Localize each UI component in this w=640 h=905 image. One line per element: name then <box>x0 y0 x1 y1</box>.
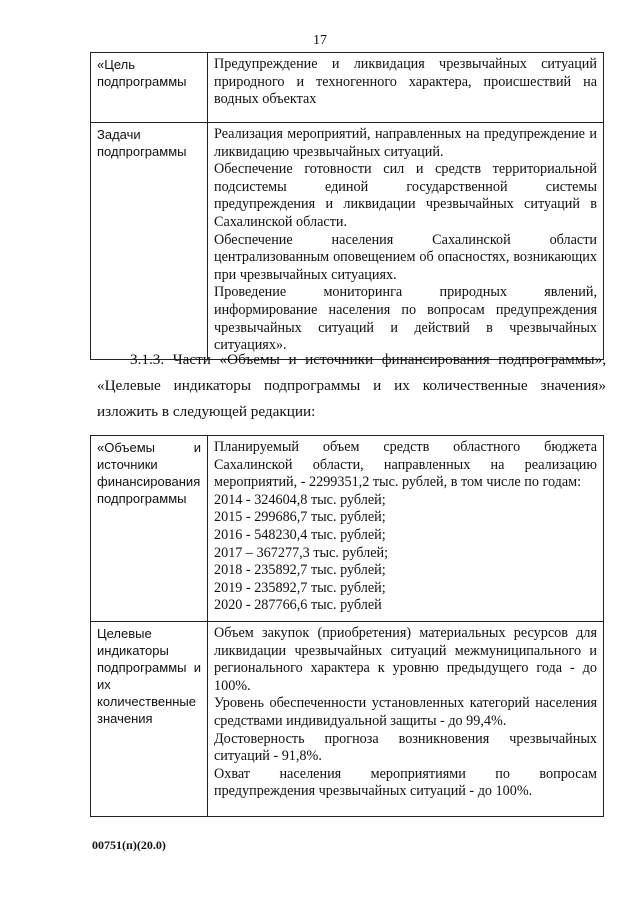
subprogram-funding-table <box>90 435 604 817</box>
row-value-tasks <box>208 123 604 360</box>
table-row <box>91 622 604 817</box>
task-item: Реализация мероприятий, направленных на предупреждение и ликвидацию чрезвычайных ситуаций. <box>214 126 597 160</box>
row-label-indicators: Целевые индикаторы подпрограммы и их количественные значения <box>91 622 208 817</box>
document-code: 00751(п)(20.0) <box>92 838 166 852</box>
funding-intro: Планируемый объем средств областного бюджета Сахалинской области, направленных на реализацию мероприятий, - 2299351,2 тыс. рублей, в том числе по годам: <box>214 439 597 491</box>
task-item: Обеспечение населения Сахалинской области централизованным оповещением об опасностях, возникающих при чрезвычайных ситуациях. <box>214 231 597 283</box>
indicator-item: Уровень обеспеченности установленных категорий населения средствами индивидуальной защиты - до 99,4%. <box>214 695 597 729</box>
funding-year-2020: 2020 - 287766,6 тыс. рублей <box>214 597 382 614</box>
table-row <box>91 123 604 360</box>
goal-text: Предупреждение и ликвидация чрезвычайных ситуаций природного и техногенного характера, происшествий на водных объектах <box>214 56 597 108</box>
indicator-item: Охват населения мероприятиями по вопросам предупреждения чрезвычайных ситуаций - до 100%. <box>214 765 597 800</box>
funding-year-2014: 2014 - 324604,8 тыс. рублей; <box>214 491 386 508</box>
row-label-goal: «Цель подпрограммы <box>91 53 208 123</box>
subprogram-goals-table <box>90 52 604 360</box>
task-item: Проведение мониторинга природных явлений, информирование населения по вопросам предупреждения чрезвычайных ситуаций и действий в чрезвычайных ситуациях». <box>214 284 597 354</box>
indicator-item: Достоверность прогноза возникновения чрезвычайных ситуаций - 91,8%. <box>214 730 597 765</box>
table-row <box>91 53 604 123</box>
funding-year-2015: 2015 - 299686,7 тыс. рублей; <box>214 509 386 526</box>
row-label-funding: «Объемы и источники финансирования подпрограммы <box>91 436 208 622</box>
row-value-funding <box>208 436 604 622</box>
table-row <box>91 436 604 622</box>
task-item: Обеспечение готовности сил и средств территориальной подсистемы единой государственной системы предупреждения и ликвидации чрезвычайных ситуаций в Сахалинской области. <box>214 161 597 230</box>
page-number: 17 <box>313 33 327 48</box>
row-label-tasks: Задачи подпрограммы <box>91 123 208 360</box>
funding-year-2017: 2017 – 367277,3 тыс. рублей; <box>214 544 389 561</box>
funding-year-2016: 2016 - 548230,4 тыс. рублей; <box>214 526 386 543</box>
funding-year-2019: 2019 - 235892,7 тыс. рублей; <box>214 579 386 596</box>
indicator-item: Объем закупок (приобретения) материальных ресурсов для ликвидации чрезвычайных ситуаций межмуниципального и регионального характера к уровню предыдущего года - до 100%. <box>214 625 597 694</box>
row-value-indicators <box>208 622 604 817</box>
paragraph-text: 3.1.3. Части «Объемы и источники финансирования подпрограммы», «Целевые индикаторы подпрограммы и их количественные значения» изложить в следующей редакции: <box>97 351 606 420</box>
row-value-goal <box>208 53 604 123</box>
body-paragraph <box>97 347 606 425</box>
funding-year-2018: 2018 - 235892,7 тыс. рублей; <box>214 562 386 579</box>
